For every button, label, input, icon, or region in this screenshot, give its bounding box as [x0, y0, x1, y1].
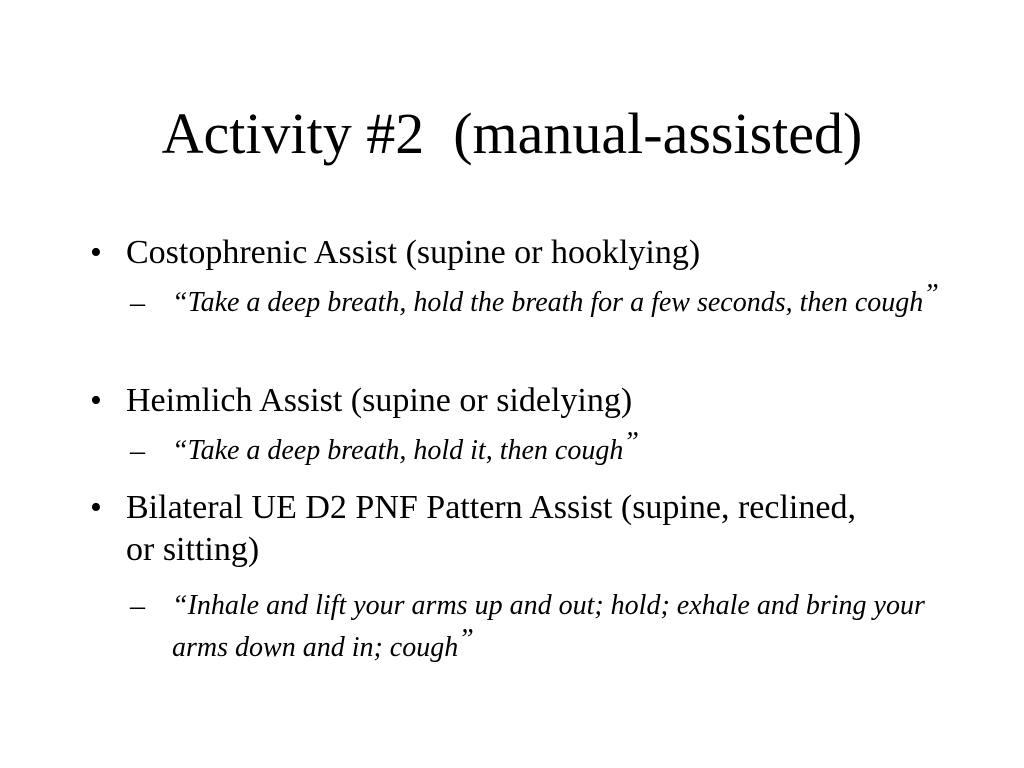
open-quote: “ [172, 590, 188, 621]
bullet-marker: • [90, 234, 102, 271]
sub-bullet-text: Take a deep breath, hold the breath for a few seconds, then cough [187, 287, 924, 318]
close-quote: ” [623, 427, 639, 458]
bullet-marker: • [90, 382, 102, 419]
bullet-item [90, 232, 886, 274]
open-quote: “ [172, 287, 188, 318]
sub-bullet-item [130, 279, 952, 324]
sub-bullet-text: Take a deep breath, hold it, then cough [187, 435, 624, 466]
sub-bullet-item [130, 427, 952, 472]
sub-bullet-item [130, 585, 952, 669]
dash-marker: – [130, 286, 145, 319]
bullet-text: Heimlich Assist (supine or sidelying) [126, 382, 633, 419]
sub-bullet-text: Inhale and lift your arms up and out; hold; exhale and bring your arms down and in; cough [172, 590, 925, 663]
close-quote: ” [458, 624, 474, 655]
bullet-item [90, 380, 886, 422]
bullet-marker: • [90, 489, 102, 526]
slide-title: Activity #2 (manual-assisted) [161, 101, 863, 166]
bullet-text: Costophrenic Assist (supine or hooklying) [126, 234, 701, 271]
dash-marker: – [130, 589, 145, 622]
close-quote: ” [923, 279, 939, 310]
open-quote: “ [172, 435, 188, 466]
bullet-text: Bilateral UE D2 PNF Pattern Assist (supine, reclined, or sitting) [126, 489, 856, 568]
dash-marker: – [130, 434, 145, 467]
bullet-item [90, 487, 886, 571]
